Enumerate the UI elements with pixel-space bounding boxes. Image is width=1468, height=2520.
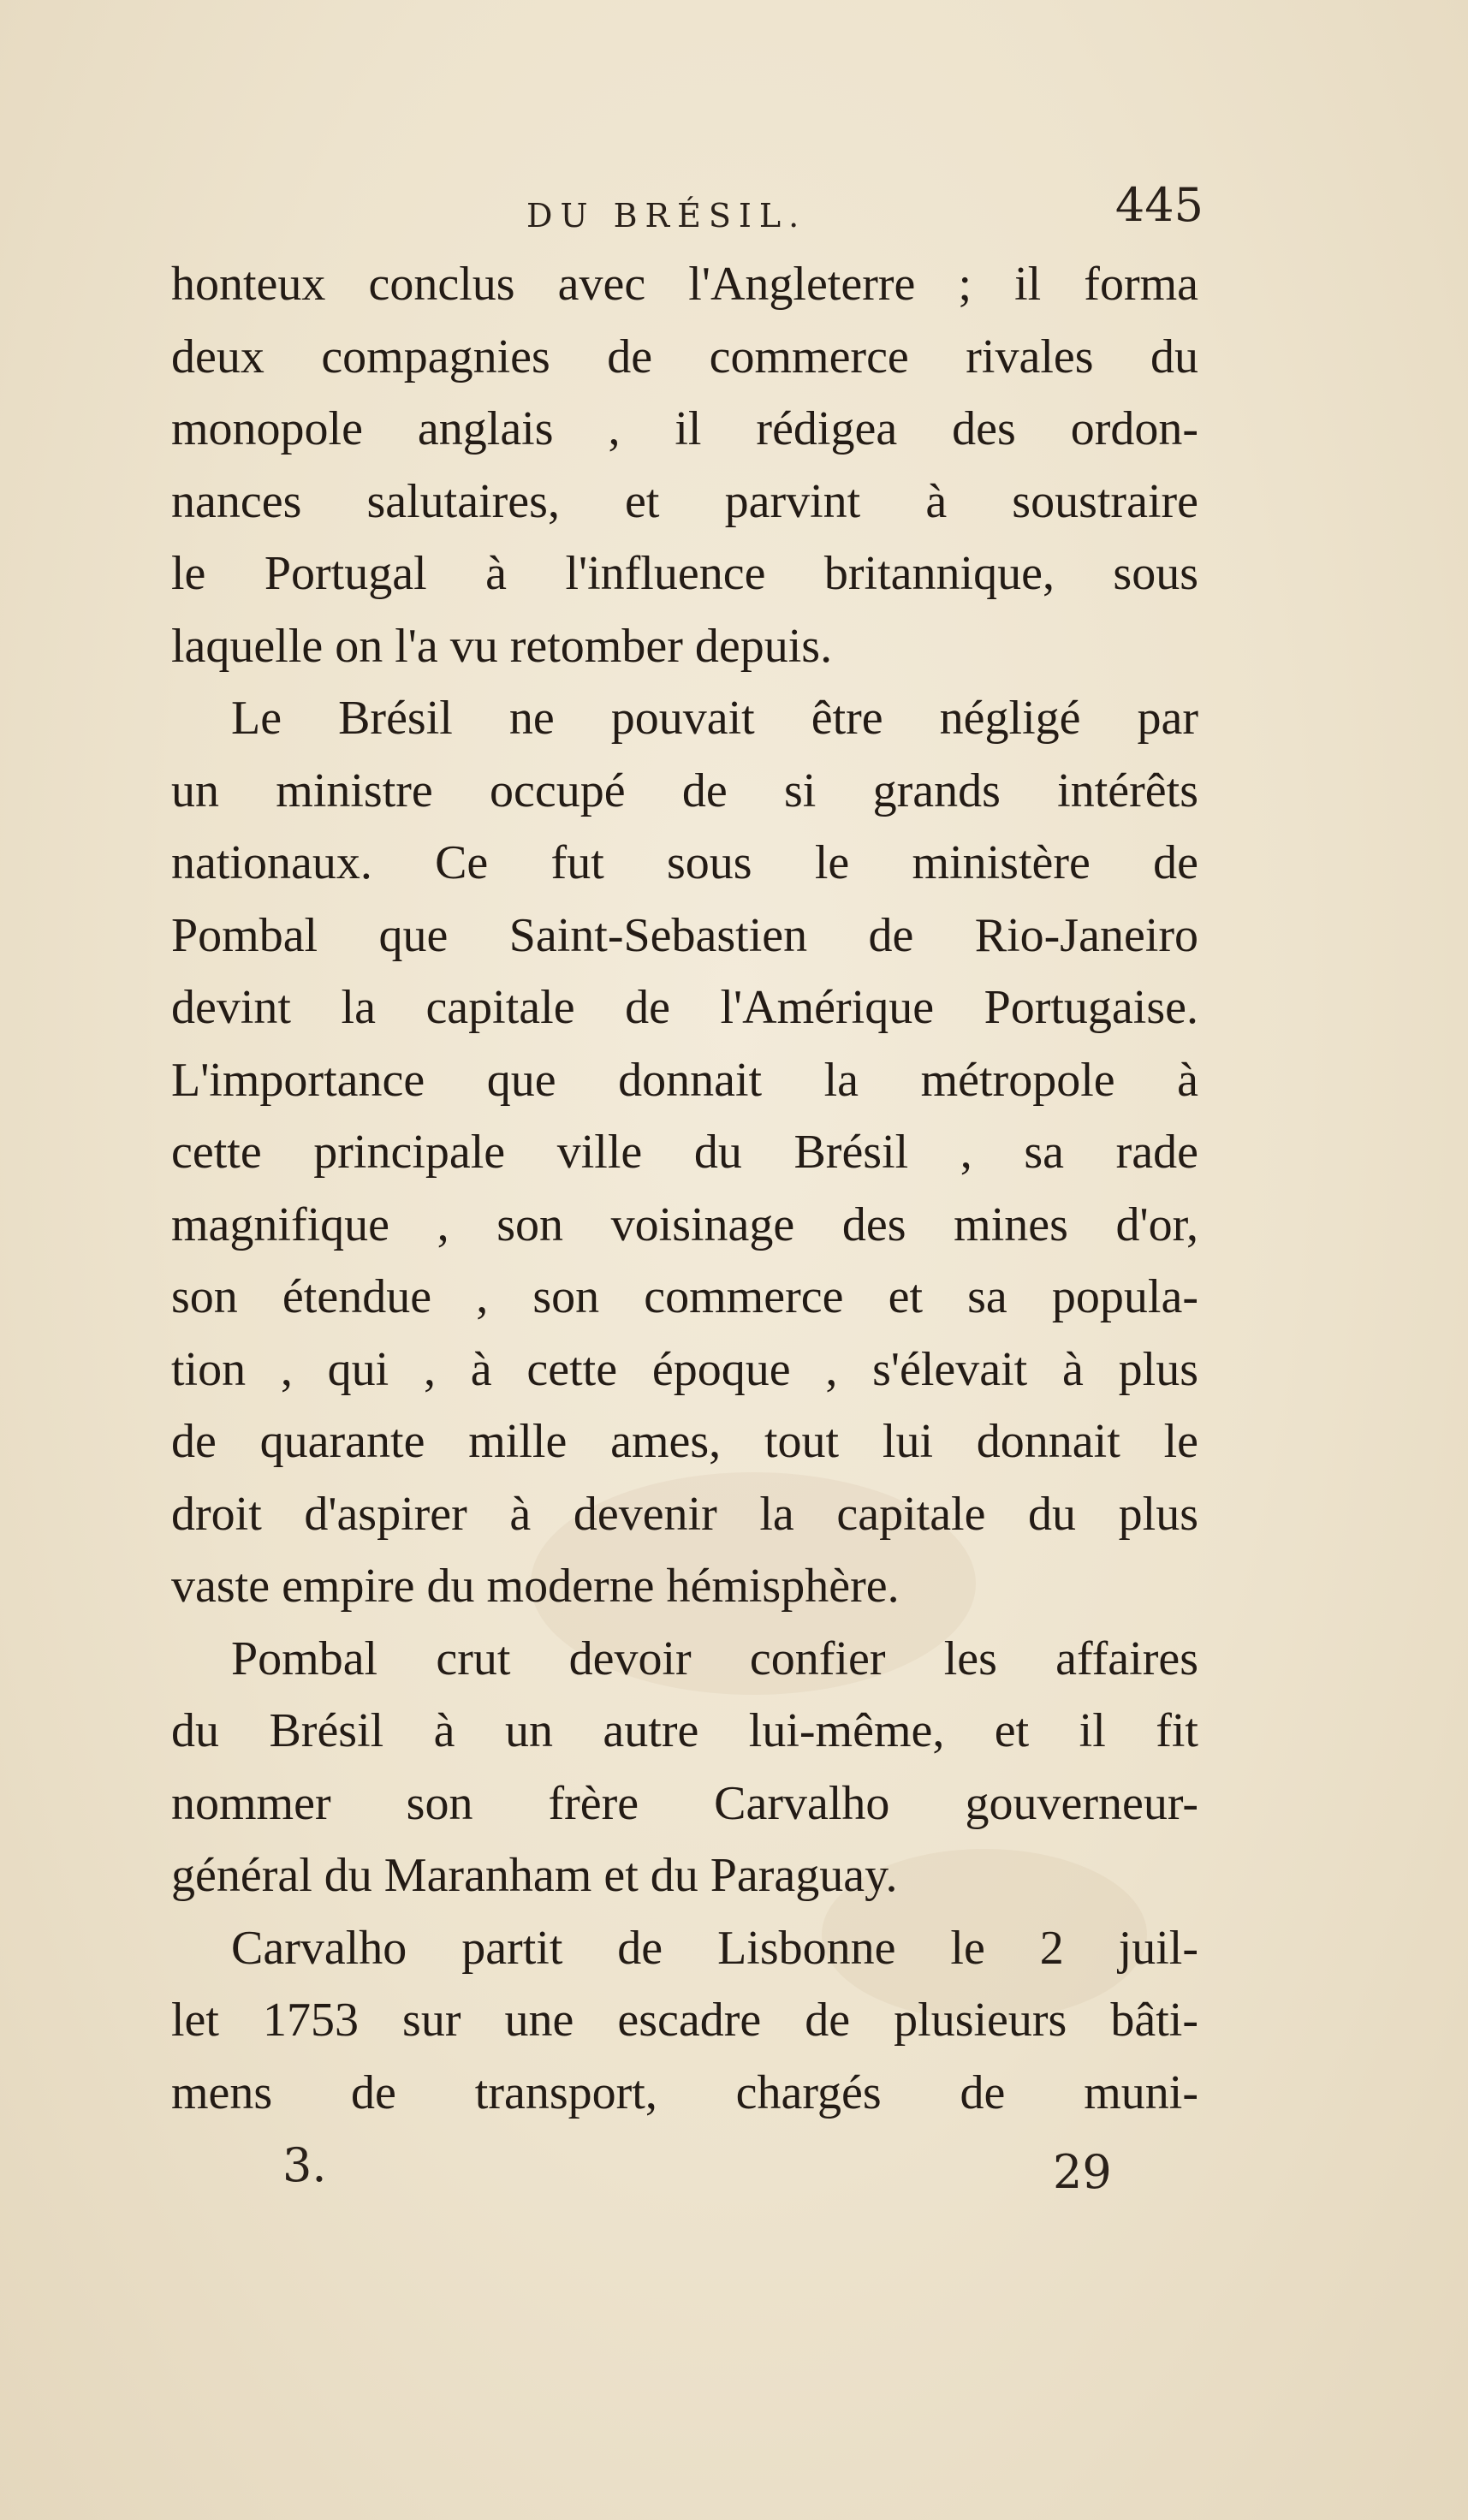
text-line: mens de transport, chargés de muni-	[171, 2065, 1198, 2119]
text-line: let 1753 sur une escadre de plusieurs bâti-	[171, 1994, 1198, 2047]
text-line: tion , qui , à cette époque , s'élevait à plus	[171, 1342, 1198, 1396]
text-line: monopole anglais , il rédigea des ordon-	[171, 402, 1198, 455]
text-line: deux compagnies de commerce rivales du	[171, 330, 1198, 383]
page-number: 445	[1114, 178, 1204, 232]
body-text	[171, 248, 1198, 2129]
text-line: devint la capitale de l'Amérique Portugaise.	[171, 981, 1198, 1034]
text-line: magnifique , son voisinage des mines d'or,	[171, 1198, 1198, 1251]
page-footer	[171, 2138, 1198, 2207]
paragraph-start-line: Le Brésil ne pouvait être négligé par	[231, 692, 1198, 745]
paragraph-start-line: Carvalho partit de Lisbonne le 2 juil-	[231, 1921, 1198, 1975]
signature-mark: 3.	[282, 2138, 327, 2192]
text-line: honteux conclus avec l'Angleterre ; il forma	[171, 258, 1198, 311]
text-line: de quarante mille ames, tout lui donnait le	[171, 1415, 1198, 1468]
text-line: cette principale ville du Brésil , sa rade	[171, 1126, 1198, 1179]
text-line: nommer son frère Carvalho gouverneur-	[171, 1776, 1198, 1830]
text-line: nationaux. Ce fut sous le ministère de	[171, 836, 1198, 889]
text-line: son étendue , son commerce et sa popula-	[171, 1270, 1198, 1323]
text-line: nances salutaires, et parvint à soustraire	[171, 474, 1198, 528]
paragraph-start-line: Pombal crut devoir confier les affaires	[231, 1631, 1198, 1685]
text-line: droit d'aspirer à devenir la capitale du plus	[171, 1487, 1198, 1541]
text-line: général du Maranham et du Paraguay.	[171, 1849, 898, 1902]
gathering-number: 29	[1053, 2145, 1112, 2199]
running-title: DU BRÉSIL.	[526, 197, 807, 235]
text-line: le Portugal à l'influence britannique, sous	[171, 547, 1198, 600]
text-line: Pombal que Saint-Sebastien de Rio-Janeiro	[171, 908, 1198, 962]
text-line: laquelle on l'a vu retomber depuis.	[171, 619, 833, 673]
text-line: du Brésil à un autre lui-même, et il fit	[171, 1704, 1198, 1757]
text-line: L'importance que donnait la métropole à	[171, 1053, 1198, 1107]
page-header	[171, 178, 1204, 247]
text-line: un ministre occupé de si grands intérêts	[171, 764, 1198, 817]
text-line: vaste empire du moderne hémisphère.	[171, 1560, 900, 1613]
